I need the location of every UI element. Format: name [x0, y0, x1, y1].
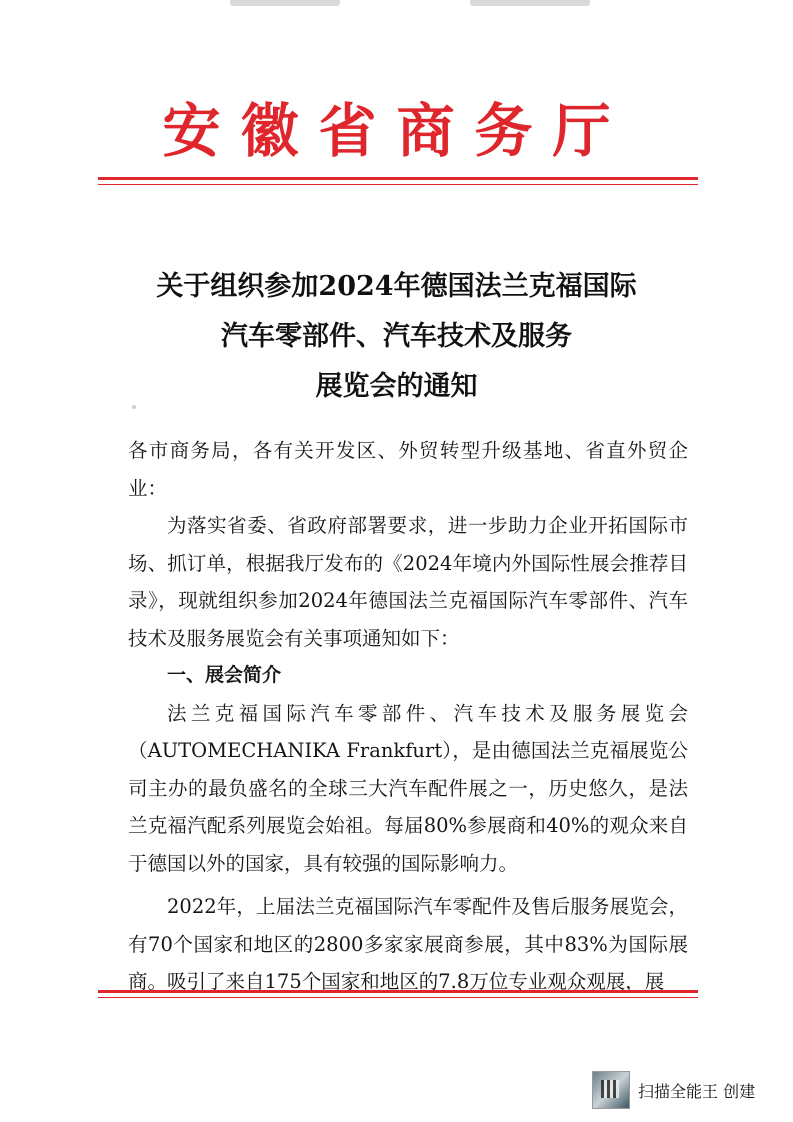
intro-paragraph: 为落实省委、省政府部署要求，进一步助力企业开拓国际市场、抓订单，根据我厅发布的《2024年境内外国际性展会推荐目录》，现就组织参加2024年德国法兰克福国际汽车零部件、汽车技术及服务展览会有关事项通知如下：: [128, 514, 688, 650]
scan-artifact: [132, 405, 136, 409]
scan-artifact: [470, 0, 590, 6]
title-line-3: 展览会的通知: [315, 371, 478, 402]
letterhead-rule-thick: [98, 177, 698, 180]
watermark-text: 扫描全能王 创建: [638, 1081, 756, 1101]
title-line-2: 汽车零部件、汽车技术及服务: [221, 321, 572, 352]
body-paragraph: 2022年，上届法兰克福国际汽车零配件及售后服务展览会，有70个国家和地区的2800多家家展商参展，其中83%为国际展商。吸引了来自175个国家和地区的7.8万位专业观众观展，展: [128, 895, 688, 993]
footer-rule-thick: [98, 990, 698, 993]
scanner-app-qr-icon: [592, 1071, 630, 1109]
addressee: 各市商务局，各有关开发区、外贸转型升级基地、省直外贸企业：: [128, 439, 688, 500]
scanner-watermark: [592, 1068, 782, 1112]
letterhead-rule-thin: [98, 184, 698, 185]
scan-artifact: [230, 0, 340, 6]
document-title: [0, 262, 793, 412]
body-paragraph: 法兰克福国际汽车零部件、汽车技术及服务展览会（AUTOMECHANIKA Frankfurt），是由德国法兰克福展览公司主办的最负盛名的全球三大汽车配件展之一，历史悠久，是法兰克福汽配系列展览会始祖。每届80%参展商和40%的观众来自于德国以外的国家，具有较强的国际影响力。: [128, 701, 688, 875]
section-heading: 一、展会简介: [167, 664, 282, 686]
document-body: [128, 432, 688, 1001]
title-line-1: 关于组织参加2024年德国法兰克福国际: [156, 271, 637, 302]
footer-rule-thin: [98, 997, 698, 998]
letterhead-title: 安徽省商务厅: [162, 97, 631, 165]
